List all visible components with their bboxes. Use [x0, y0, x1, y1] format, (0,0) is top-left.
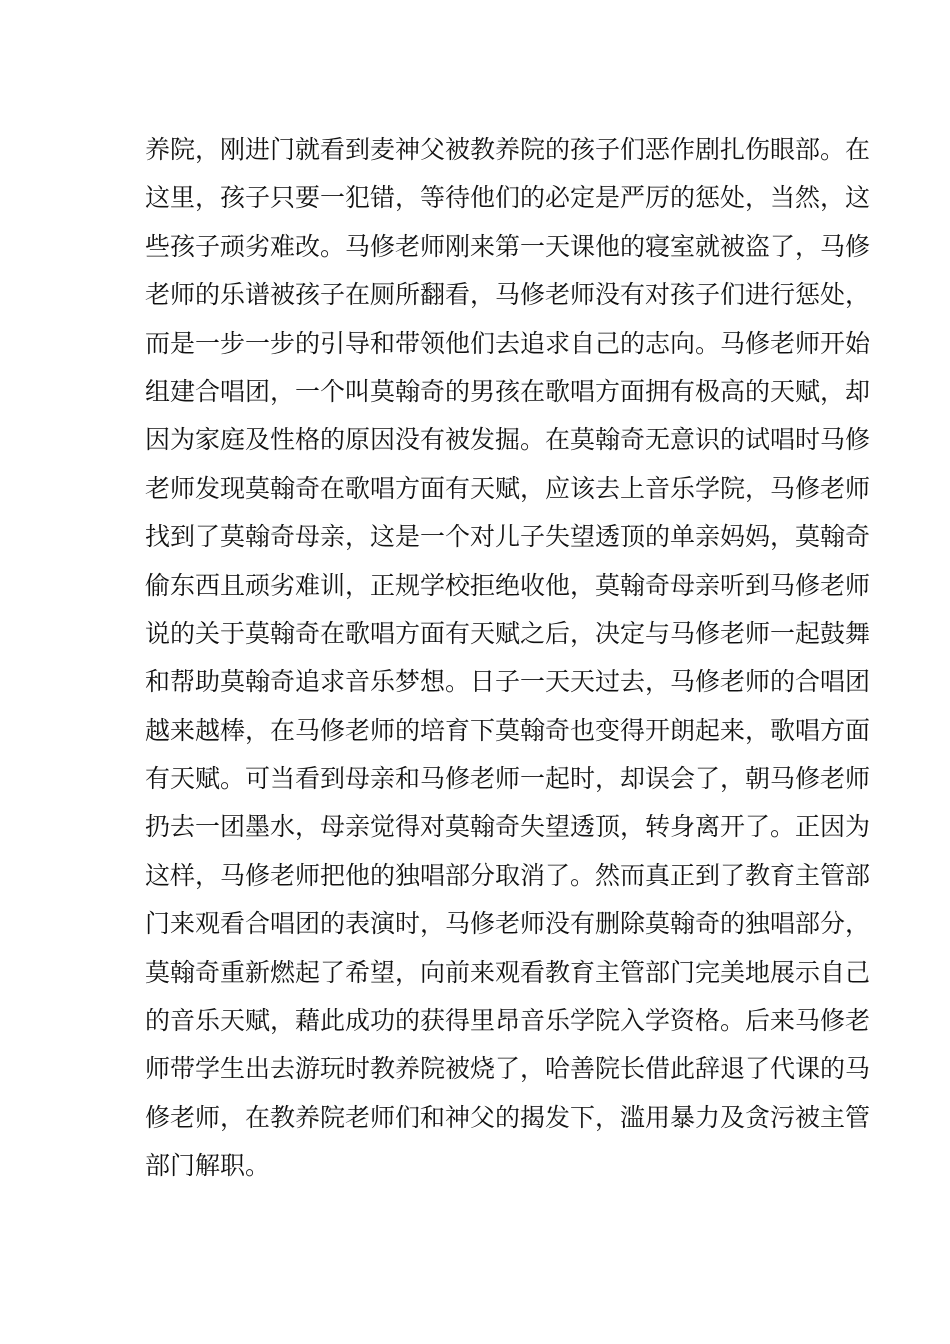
text-line: 组建合唱团，一个叫莫翰奇的男孩在歌唱方面拥有极高的天赋，却: [145, 376, 871, 406]
text-line: 老师发现莫翰奇在歌唱方面有天赋，应该去上音乐学院，马修老师: [145, 473, 871, 503]
text-line: 这里，孩子只要一犯错，等待他们的必定是严厉的惩处，当然，这: [145, 183, 871, 213]
text-line: 老师的乐谱被孩子在厕所翻看，马修老师没有对孩子们进行惩处，: [145, 280, 871, 310]
body-paragraph: [145, 126, 871, 1191]
text-line: 偷东西且顽劣难训，正规学校拒绝收他，莫翰奇母亲听到马修老师: [145, 570, 871, 600]
text-line: 的音乐天赋，藉此成功的获得里昂音乐学院入学资格。后来马修老: [145, 1006, 871, 1036]
text-line: 有天赋。可当看到母亲和马修老师一起时，却误会了，朝马修老师: [145, 764, 871, 794]
text-line: 扔去一团墨水，母亲觉得对莫翰奇失望透顶，转身离开了。正因为: [145, 812, 871, 842]
text-line: 因为家庭及性格的原因没有被发掘。在莫翰奇无意识的试唱时马修: [145, 425, 871, 455]
text-line: 养院，刚进门就看到麦神父被教养院的孩子们恶作剧扎伤眼部。在: [145, 135, 871, 164]
text-line: 而是一步一步的引导和带领他们去追求自己的志向。马修老师开始: [145, 328, 871, 358]
text-line: 找到了莫翰奇母亲，这是一个对儿子失望透顶的单亲妈妈，莫翰奇: [145, 522, 871, 552]
text-line: 越来越棒，在马修老师的培育下莫翰奇也变得开朗起来，歌唱方面: [145, 715, 871, 745]
text-line: 说的关于莫翰奇在歌唱方面有天赋之后，决定与马修老师一起鼓舞: [145, 618, 871, 648]
text-line: 门来观看合唱团的表演时，马修老师没有删除莫翰奇的独唱部分，: [145, 909, 871, 939]
text-line: 和帮助莫翰奇追求音乐梦想。日子一天天过去，马修老师的合唱团: [145, 667, 871, 697]
text-line: 莫翰奇重新燃起了希望，向前来观看教育主管部门完美地展示自己: [145, 957, 871, 987]
text-line: 部门解职。: [145, 1151, 271, 1181]
text-line: 些孩子顽劣难改。马修老师刚来第一天课他的寝室就被盗了，马修: [145, 231, 871, 261]
text-line: 师带学生出去游玩时教养院被烧了，哈善院长借此辞退了代课的马: [145, 1054, 871, 1084]
text-line: 这样，马修老师把他的独唱部分取消了。然而真正到了教育主管部: [145, 860, 871, 890]
text-line: 修老师，在教养院老师们和神父的揭发下，滥用暴力及贪污被主管: [145, 1102, 871, 1132]
